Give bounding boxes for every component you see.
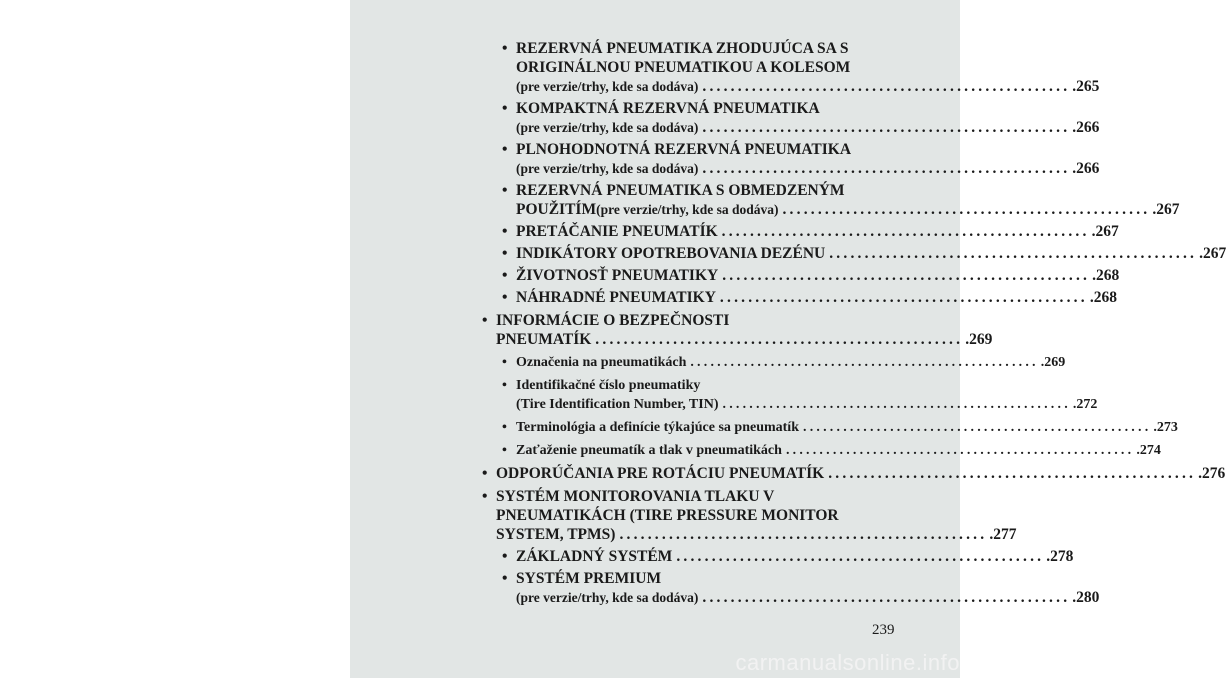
toc-entry[interactable]	[480, 311, 993, 349]
toc-entry-line	[516, 376, 910, 395]
toc-entry-line	[496, 330, 993, 349]
dot-leader: ....................................................	[785, 443, 1135, 458]
toc-page-number[interactable]: .269	[965, 331, 993, 348]
manual-page	[350, 0, 1226, 678]
bullet-icon: •	[502, 182, 508, 199]
bullet-icon: •	[502, 378, 507, 393]
toc-page-number[interactable]: .265	[1072, 78, 1100, 95]
watermark: carmanualsonline.info	[735, 650, 960, 675]
toc-entry[interactable]	[480, 266, 1120, 285]
dot-leader: ....................................................	[702, 589, 1071, 606]
toc-entry-text: SYSTEM, TPMS)	[496, 526, 616, 543]
toc-page-number[interactable]: .266	[1072, 119, 1100, 136]
toc-entry[interactable]	[480, 547, 1074, 566]
toc-entry[interactable]	[480, 140, 1100, 178]
toc-entry-text: (pre verzie/trhy, kde sa dodáva)	[516, 590, 699, 605]
toc-entry-text: KOMPAKTNÁ REZERVNÁ PNEUMATIKA	[516, 100, 820, 117]
toc-entry-text: NÁHRADNÉ PNEUMATIKY	[516, 289, 716, 306]
toc-entry-text: (pre verzie/trhy, kde sa dodáva)	[516, 79, 699, 94]
toc-entry[interactable]	[480, 353, 1066, 372]
bullet-icon: •	[502, 223, 508, 240]
toc-entry-line	[516, 418, 1178, 437]
bullet-icon: •	[502, 100, 508, 117]
toc-page-number[interactable]: .268	[1092, 267, 1120, 284]
dot-leader: ....................................................	[676, 548, 1045, 565]
toc-entry-line	[516, 118, 1100, 137]
dot-leader: ....................................................	[722, 267, 1091, 284]
toc-page-number[interactable]: .266	[1072, 160, 1100, 177]
toc-page-number[interactable]: .268	[1089, 289, 1117, 306]
toc-entry-text: POUŽITÍM	[516, 201, 597, 218]
toc-entry-text: PRETÁČANIE PNEUMATÍK	[516, 223, 718, 240]
toc-page-number[interactable]: .276	[1198, 465, 1226, 482]
bullet-icon: •	[502, 548, 508, 565]
table-of-contents	[480, 36, 1226, 607]
toc-entry[interactable]	[480, 288, 1117, 307]
dot-leader: ....................................................	[803, 420, 1152, 435]
bullet-icon: •	[502, 355, 507, 370]
dot-leader: ....................................................	[721, 223, 1090, 240]
toc-entry-text: ŽIVOTNOSŤ PNEUMATIKY	[516, 267, 719, 284]
toc-entry-suffix: (pre verzie/trhy, kde sa dodáva)	[596, 202, 779, 217]
toc-entry-line	[516, 288, 1117, 307]
toc-entry-line	[516, 569, 910, 588]
toc-entry-line	[516, 547, 1074, 566]
toc-entry-text: Terminológia a definície týkajúce sa pneumatík	[516, 420, 799, 435]
toc-entry[interactable]	[480, 441, 1161, 460]
bullet-icon: •	[502, 267, 508, 284]
toc-entry-line	[516, 441, 1161, 460]
toc-entry-text: REZERVNÁ PNEUMATIKA ZHODUJÚCA SA S	[516, 40, 849, 57]
toc-entry-line	[516, 77, 1100, 96]
toc-page-number[interactable]: .269	[1040, 355, 1066, 370]
toc-entry-text: Zaťaženie pneumatík a tlak v pneumatikách	[516, 443, 782, 458]
bullet-icon: •	[482, 312, 488, 329]
toc-entry-line	[516, 200, 1180, 219]
toc-entry[interactable]	[480, 418, 1178, 437]
dot-leader: ....................................................	[619, 526, 988, 543]
toc-entry[interactable]	[480, 569, 1100, 607]
toc-entry[interactable]	[480, 181, 1180, 219]
toc-entry-line	[516, 244, 1226, 263]
toc-entry[interactable]	[480, 376, 1098, 414]
toc-entry-text: ODPORÚČANIA PRE ROTÁCIU PNEUMATÍK	[496, 465, 825, 482]
bullet-icon: •	[502, 570, 508, 587]
toc-entry-line	[516, 222, 1119, 241]
dot-leader: ....................................................	[702, 78, 1071, 95]
dot-leader: ....................................................	[828, 465, 1197, 482]
toc-entry-text: SYSTÉM MONITOROVANIA TLAKU V	[496, 488, 775, 505]
bullet-icon: •	[502, 245, 508, 262]
dot-leader: ....................................................	[782, 201, 1151, 218]
toc-entry-line	[516, 99, 910, 118]
toc-entry-line	[496, 506, 910, 525]
left-margin	[0, 0, 350, 678]
toc-page-number[interactable]: .280	[1072, 589, 1100, 606]
toc-page-number[interactable]: .277	[989, 526, 1017, 543]
toc-entry-text: Označenia na pneumatikách	[516, 355, 687, 370]
toc-entry-line	[516, 58, 910, 77]
toc-entry-line	[516, 395, 1098, 414]
toc-entry-text: SYSTÉM PREMIUM	[516, 570, 662, 587]
toc-page-number[interactable]: .274	[1136, 443, 1161, 458]
toc-entry[interactable]	[480, 244, 1226, 263]
toc-entry[interactable]	[480, 39, 1100, 96]
dot-leader: ....................................................	[722, 397, 1071, 412]
toc-entry-line	[496, 487, 910, 506]
toc-entry-line	[496, 464, 1226, 483]
bullet-icon: •	[502, 40, 508, 57]
toc-entry[interactable]	[480, 222, 1119, 241]
toc-entry-text: (Tire Identification Number, TIN)	[516, 397, 719, 412]
toc-entry[interactable]	[480, 464, 1226, 483]
bullet-icon: •	[502, 420, 507, 435]
toc-entry-text: INDIKÁTORY OPOTREBOVANIA DEZÉNU	[516, 245, 826, 262]
dot-leader: ....................................................	[702, 160, 1071, 177]
toc-entry-line	[516, 159, 1100, 178]
toc-entry-text: PNEUMATÍK	[496, 331, 592, 348]
toc-entry-line	[516, 266, 1120, 285]
dot-leader: ....................................................	[690, 355, 1039, 370]
toc-entry-line	[516, 140, 910, 159]
bullet-icon: •	[502, 289, 508, 306]
dot-leader: ....................................................	[702, 119, 1071, 136]
toc-entry[interactable]	[480, 487, 1017, 544]
bullet-icon: •	[502, 141, 508, 158]
toc-entry-line	[516, 39, 910, 58]
toc-entry-text: ORIGINÁLNOU PNEUMATIKOU A KOLESOM	[516, 59, 851, 76]
toc-entry-text: Identifikačné číslo pneumatiky	[516, 378, 701, 393]
toc-page-number[interactable]: .267	[1091, 223, 1119, 240]
toc-entry[interactable]	[480, 99, 1100, 137]
toc-entry-line	[496, 311, 910, 330]
toc-entry-text: INFORMÁCIE O BEZPEČNOSTI	[496, 312, 730, 329]
toc-entry-line	[516, 588, 1100, 607]
toc-page-number[interactable]: .267	[1152, 201, 1180, 218]
bullet-icon: •	[482, 488, 488, 505]
toc-page-number[interactable]: .267	[1199, 245, 1226, 262]
toc-entry-text: ZÁKLADNÝ SYSTÉM	[516, 548, 673, 565]
toc-entry-text: (pre verzie/trhy, kde sa dodáva)	[516, 161, 699, 176]
toc-entry-text: PLNOHODNOTNÁ REZERVNÁ PNEUMATIKA	[516, 141, 852, 158]
toc-entry-text: (pre verzie/trhy, kde sa dodáva)	[516, 120, 699, 135]
dot-leader: ....................................................	[829, 245, 1198, 262]
toc-entry-line	[516, 181, 910, 200]
bullet-icon: •	[502, 443, 507, 458]
toc-entry-text: PNEUMATIKÁCH (TIRE PRESSURE MONITOR	[496, 507, 839, 524]
toc-page-number[interactable]: .272	[1072, 397, 1098, 412]
toc-page-number[interactable]: .278	[1046, 548, 1074, 565]
page-number: 239	[872, 622, 895, 638]
toc-entry-text: REZERVNÁ PNEUMATIKA S OBMEDZENÝM	[516, 182, 845, 199]
dot-leader: ....................................................	[595, 331, 964, 348]
toc-page-number[interactable]: .273	[1153, 420, 1178, 435]
toc-entry-line	[516, 353, 1066, 372]
dot-leader: ....................................................	[719, 289, 1088, 306]
bullet-icon: •	[482, 465, 488, 482]
toc-entry-line	[496, 525, 1017, 544]
